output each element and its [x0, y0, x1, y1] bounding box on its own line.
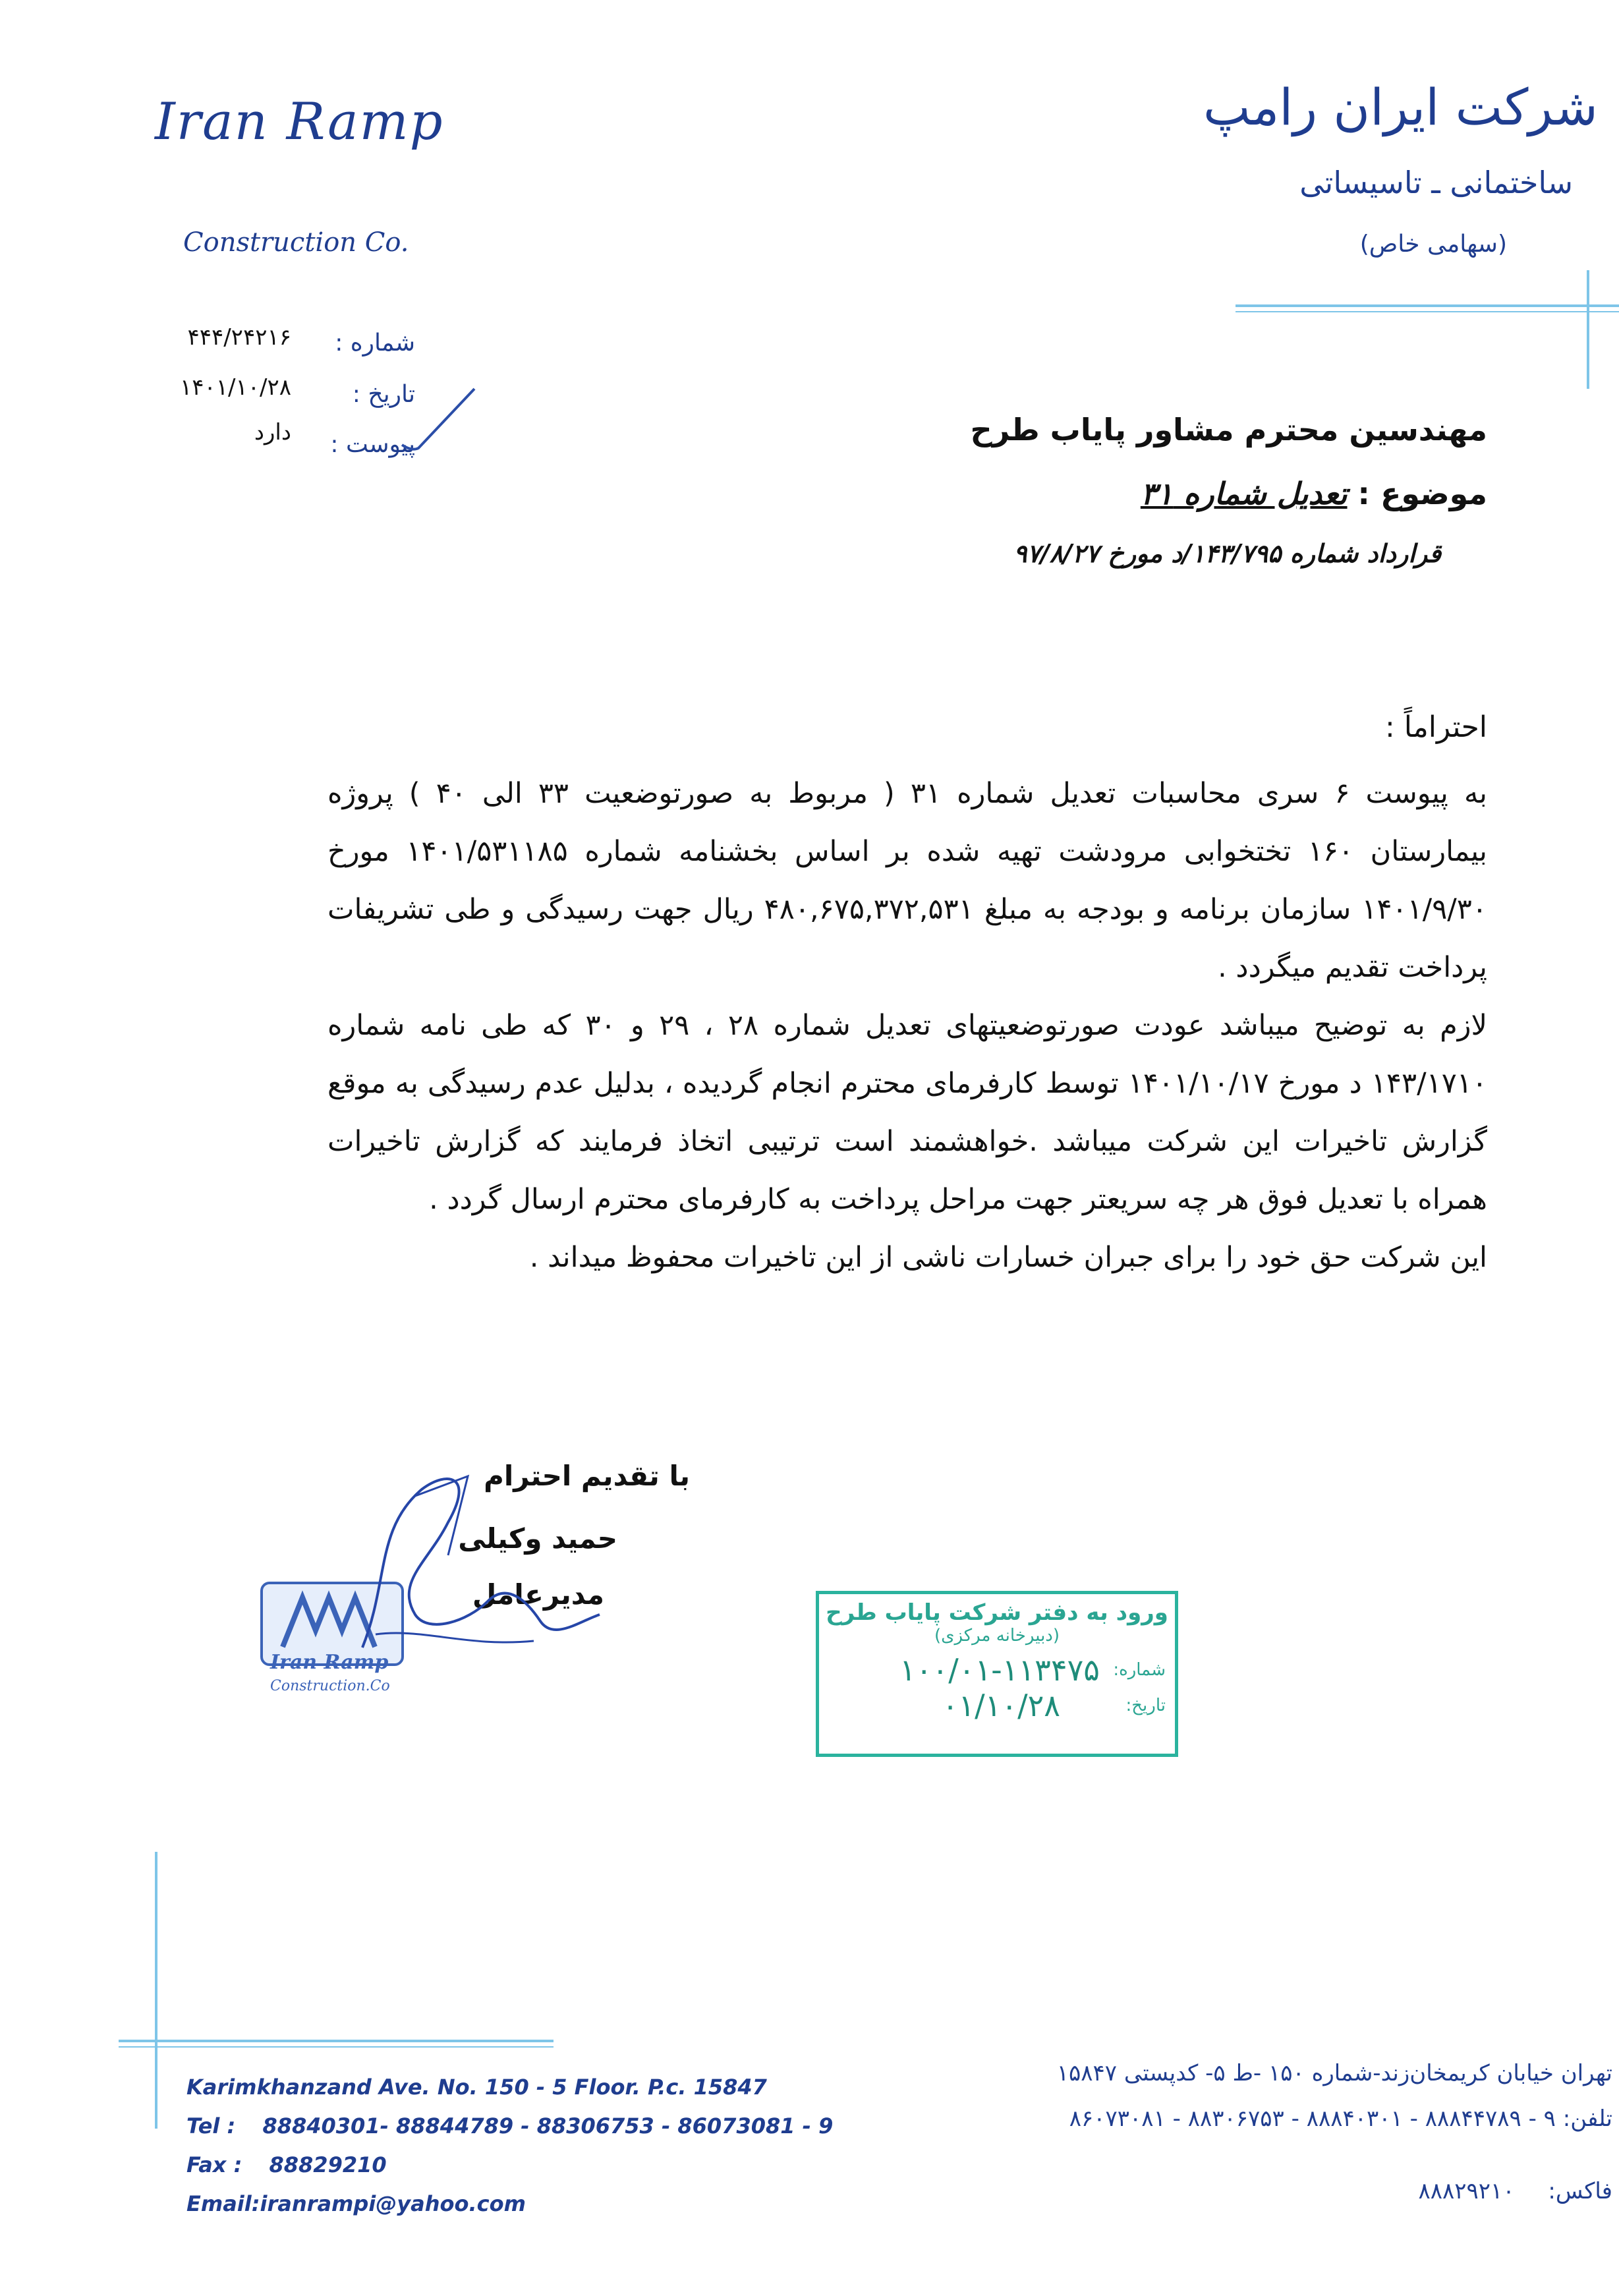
letter-body [327, 764, 1487, 1286]
paragraph-3: این شرکت حق خود را برای جبران خسارات ناشی از این تاخیرات محفوظ میداند . [529, 1241, 1487, 1274]
seal-subtext: Construction.Co [270, 1678, 390, 1694]
footer-tel-fa [888, 2106, 1612, 2132]
footer-address-en: Karimkhanzand Ave. No. 150 - 5 Floor. P.c. 15847 [186, 2075, 767, 2100]
footer-fax-label: Fax : [186, 2152, 242, 2177]
footer-rule-vertical [155, 1852, 157, 2129]
number-value: ۴۴۴/۲۴۲۱۶ [187, 324, 291, 351]
company-logo-en: Iran Ramp [155, 92, 444, 152]
date-label: تاریخ : [352, 381, 415, 408]
attachment-label: پیوست : [330, 431, 415, 458]
footer-tel-fa-value: ۸۸۸۴۴۷۸۹ - ۸۸۸۴۰۳۰۱ - ۸۸۳۰۶۷۵۳ - ۸۶۰۷۳۰۸۱ [1069, 2106, 1521, 2132]
header-rule-horizontal [1236, 304, 1619, 307]
receipt-number-row [819, 1652, 1175, 1688]
closing: با تقدیم احترام [484, 1460, 690, 1492]
footer-rule-horizontal [119, 2040, 554, 2042]
footer-tel-fa-label: تلفن: ۹ - [1528, 2106, 1612, 2132]
subject-label: موضوع : [1357, 476, 1487, 511]
greeting: احتراماً : [1385, 710, 1487, 744]
footer-tel [186, 2113, 833, 2138]
footer-fax-fa [1217, 2178, 1612, 2204]
footer-fax-value: 88829210 [269, 2152, 387, 2177]
date-value: ۱۴۰۱/۱۰/۲۸ [179, 374, 291, 401]
handwritten-signature [316, 1450, 659, 1667]
company-type-fa: ساختمانی ـ تاسیساتی [1299, 165, 1573, 200]
receipt-number-value: ۱۰۰/۰۱-۱۱۳۴۷۵ [899, 1652, 1100, 1688]
recipient: مهندسین محترم مشاور پایاب طرح [970, 412, 1487, 447]
company-logo-fa: شرکت ایران رامپ [1203, 78, 1598, 136]
signer-name: حمید وکیلی [458, 1522, 617, 1555]
receipt-date-label: تاریخ: [1125, 1696, 1166, 1715]
receipt-stamp-title: ورود به دفتر شرکت پایاب طرح [826, 1599, 1168, 1626]
receipt-stamp [816, 1591, 1178, 1757]
signer-title: مدیرعامل [472, 1578, 604, 1611]
footer-address-fa: تهران خیابان کریمخان‌زند-شماره ۱۵۰ -ط ۵- کدپستی ۱۵۸۴۷ [1056, 2060, 1612, 2086]
footer-tel-label: Tel : [186, 2113, 236, 2138]
header-rule-horizontal-2 [1236, 311, 1619, 312]
number-label: شماره : [335, 330, 415, 357]
receipt-date-row [819, 1688, 1175, 1723]
company-legal-fa: (سهامی خاص) [1359, 231, 1507, 258]
paragraph-1: به پیوست ۶ سری محاسبات تعدیل شماره ۳۱ ( مربوط به صورتوضعیت ۳۳ الی ۴۰ ) پروژه بیمارستان ۱۶۰ تختخوابی مرودشت تهیه شده بر اساس بخشنامه شماره ۱۴۰۱/۵۳۱۱۸۵ مورخ ۱۴۰۱/۹/۳۰ سازمان برنامه و بودجه به مبلغ ۴۸۰,۶۷۵,۳۷۲,۵۳۱ ریال جهت رسیدگی و طی تشریفات پرداخت تقدیم میگردد . [327, 777, 1488, 984]
footer-email: Email:iranrampi@yahoo.com [186, 2191, 526, 2216]
subject-value: تعدیل شماره ۳۱ [1140, 476, 1348, 511]
footer-fax [186, 2152, 387, 2177]
attachment-value: دارد [254, 419, 291, 445]
contract-reference: قرارداد شماره ۱۴۳/۷۹۵/د مورخ ۹۷/۸/۲۷ [1013, 539, 1441, 568]
receipt-date-value: ۰۱/۱۰/۲۸ [942, 1688, 1060, 1723]
footer-fax-fa-label: فاکس: [1548, 2178, 1612, 2204]
receipt-stamp-subtitle: (دبیرخانه مرکزی) [934, 1626, 1060, 1646]
paragraph-2: لازم به توضیح میباشد عودت صورتوضعیتهای تعدیل شماره ۲۸ ، ۲۹ و ۳۰ که طی نامه شماره ۱۴۳/۱۷۱۰ د مورخ ۱۴۰۱/۱۰/۱۷ توسط کارفرمای محترم انجام گردیده ، بدلیل عدم رسیدگی به موقع گزارش تاخیرات این شرکت میباشد .خواهشمند است ترتیبی اتخاذ فرمایند که گزارش تاخیرات همراه با تعدیل فوق هر چه سریعتر جهت مراحل پرداخت به کارفرمای محترم ارسال گردد . [327, 1009, 1488, 1216]
footer-fax-fa-value: ۸۸۸۲۹۲۱۰ [1418, 2178, 1515, 2204]
seal-text: Iran Ramp [270, 1651, 389, 1674]
receipt-number-label: شماره: [1113, 1660, 1166, 1680]
footer-rule-horizontal-2 [119, 2046, 554, 2048]
subject-line [565, 476, 1487, 511]
checkmark-icon [395, 386, 481, 458]
company-subtitle-en: Construction Co. [183, 227, 409, 258]
header-rule-vertical [1587, 270, 1589, 389]
footer-tel-value: 88840301- 88844789 - 88306753 - 86073081 - 9 [262, 2113, 834, 2138]
